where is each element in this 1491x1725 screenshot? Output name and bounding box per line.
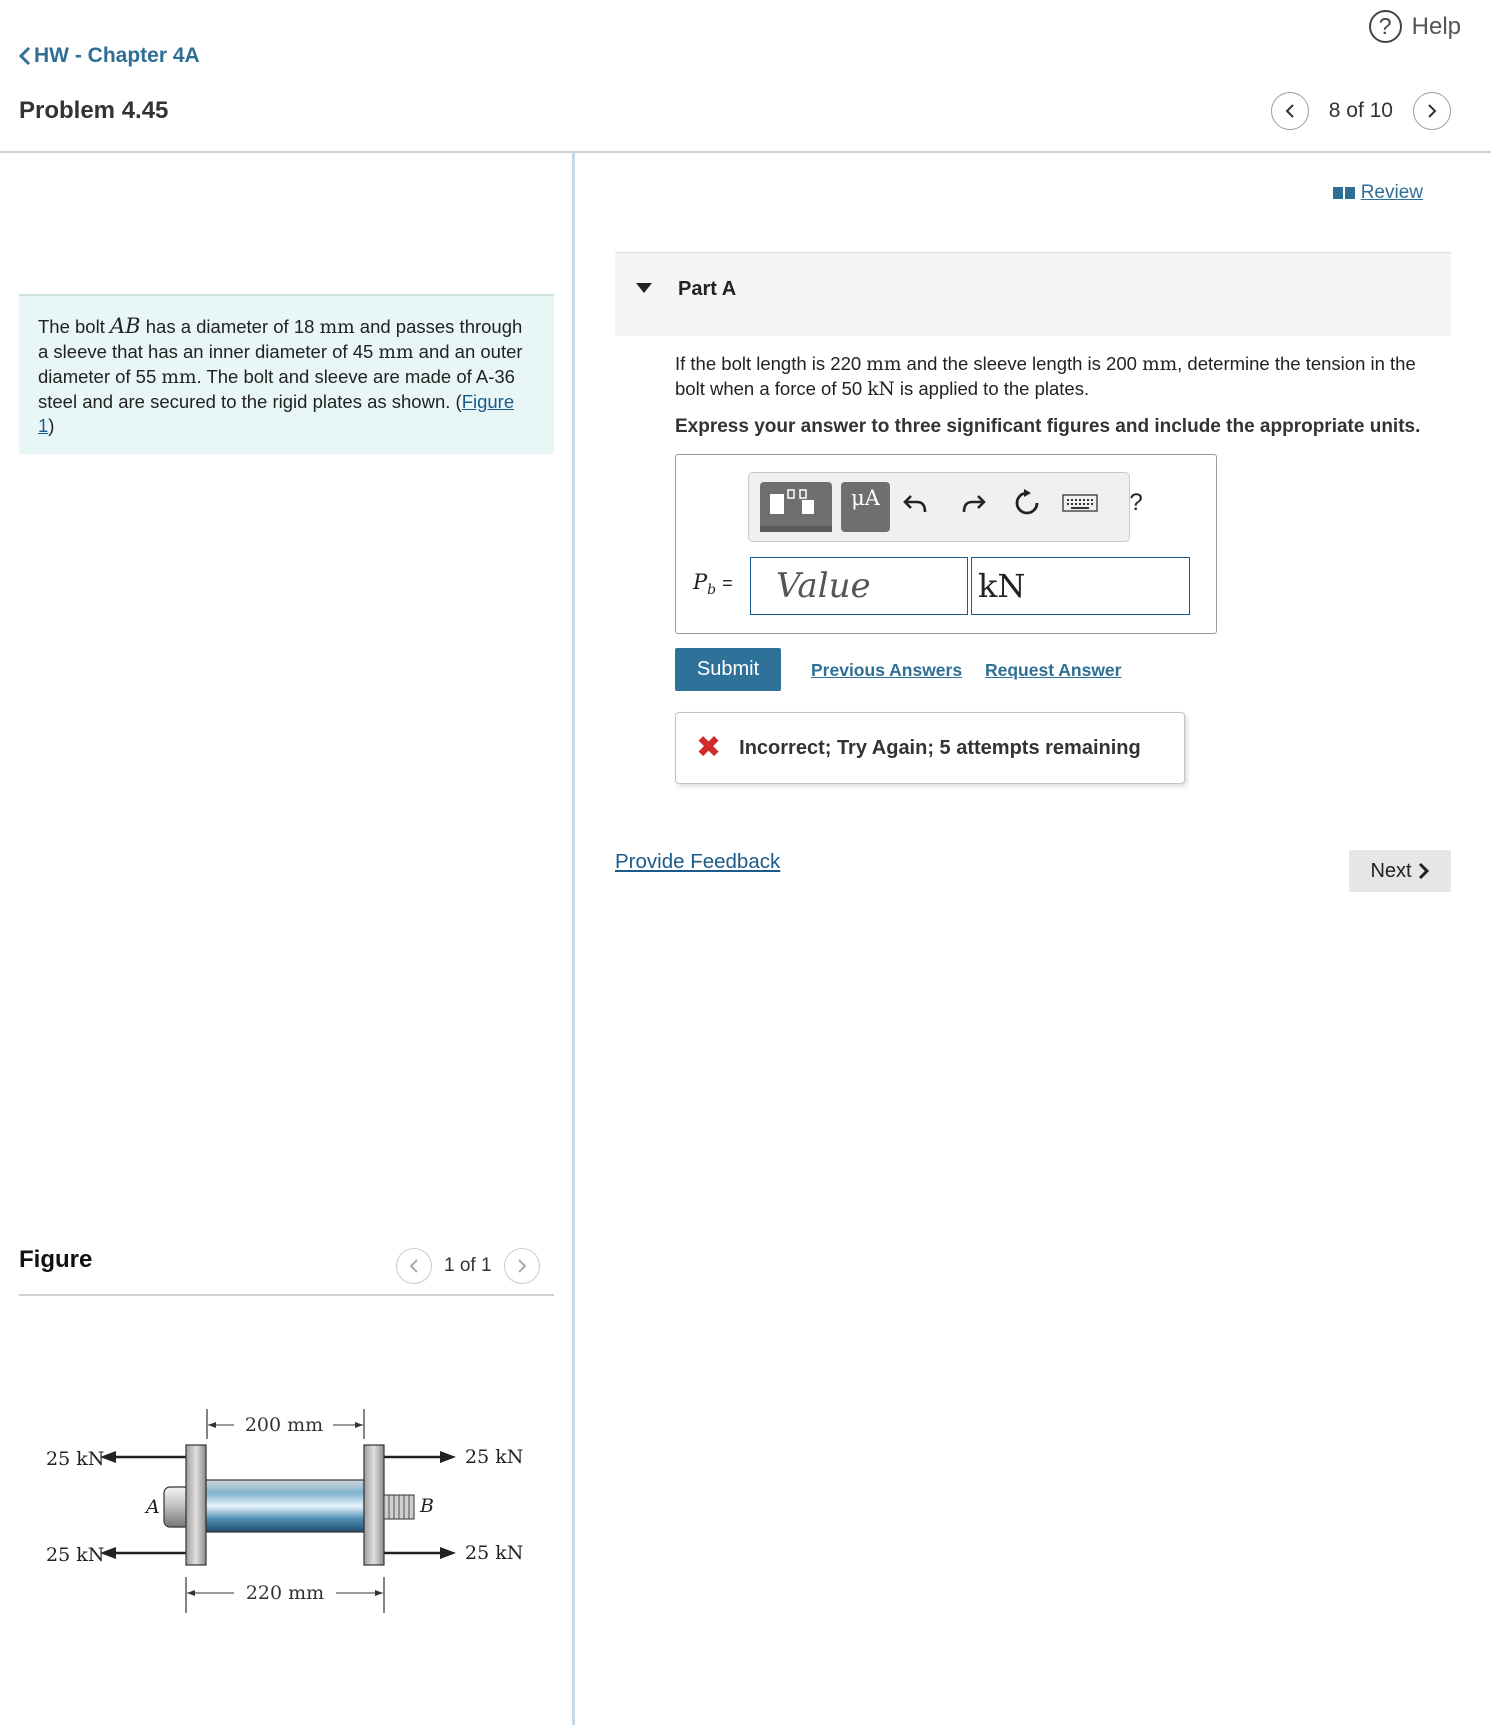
unit-input[interactable] xyxy=(971,557,1190,615)
dim-bottom-label: 220 mm xyxy=(245,1582,325,1604)
part-a-header[interactable] xyxy=(615,252,1451,336)
chevron-left-icon xyxy=(18,46,32,66)
figure-pager xyxy=(396,1248,540,1284)
toolbar-help-icon[interactable]: ? xyxy=(1129,489,1143,516)
figure-divider xyxy=(19,1294,554,1296)
math-unit: mm xyxy=(1142,354,1178,375)
reset-icon[interactable] xyxy=(1012,488,1042,518)
sleeve xyxy=(206,1480,364,1532)
problem-text: has a diameter of 18 xyxy=(140,316,320,337)
part-a-label: Part A xyxy=(678,278,737,300)
help-icon: ? xyxy=(1369,10,1402,43)
next-figure-button[interactable] xyxy=(504,1248,540,1284)
column-divider xyxy=(572,152,575,1725)
math-ab: AB xyxy=(110,314,141,338)
chevron-right-icon xyxy=(1418,862,1430,880)
units-button[interactable]: μA xyxy=(841,482,890,532)
bolt-sleeve-figure xyxy=(36,1395,536,1635)
problem-text: The bolt xyxy=(38,316,110,337)
variable-label xyxy=(693,570,733,598)
left-plate xyxy=(186,1445,206,1565)
value-input[interactable] xyxy=(750,557,968,615)
submit-button[interactable]: Submit xyxy=(675,648,781,691)
template-icon xyxy=(760,482,832,532)
help-label: Help xyxy=(1411,12,1461,40)
breadcrumb-back-link[interactable] xyxy=(18,44,200,68)
math-unit: kN xyxy=(867,379,895,400)
next-problem-button[interactable] xyxy=(1413,92,1451,130)
chevron-left-icon xyxy=(407,1258,421,1274)
help-link[interactable] xyxy=(1369,10,1461,43)
error-x-icon: ✖ xyxy=(696,731,722,764)
answer-instruction: Express your answer to three significant figures and include the appropriate units. xyxy=(675,416,1421,437)
figure-title: Figure xyxy=(19,1246,93,1273)
force-label-bl: 25 kN xyxy=(46,1544,105,1566)
request-answer-link[interactable]: Request Answer xyxy=(985,660,1122,680)
previous-figure-button[interactable] xyxy=(396,1248,432,1284)
question-text: If the bolt length is 220 xyxy=(675,353,867,374)
undo-icon[interactable] xyxy=(901,488,931,518)
feedback-text: Incorrect; Try Again; 5 attempts remaining xyxy=(739,736,1141,759)
feedback-message xyxy=(675,712,1185,784)
question-text: , determine the tension in the bolt when a force of 50 xyxy=(675,353,1416,399)
breadcrumb-label: HW - Chapter 4A xyxy=(34,44,200,67)
variable-subscript: b xyxy=(707,582,717,599)
collapse-triangle-icon[interactable] xyxy=(636,283,652,293)
provide-feedback-link[interactable]: Provide Feedback xyxy=(615,850,781,873)
math-unit: mm xyxy=(161,367,197,388)
point-a-label: A xyxy=(146,1496,160,1518)
next-label: Next xyxy=(1370,859,1412,882)
math-unit: mm xyxy=(319,317,355,338)
problem-statement xyxy=(19,294,554,454)
problem-text: ) xyxy=(48,415,55,436)
figure-link[interactable]: Figure 1 xyxy=(38,391,515,436)
right-plate xyxy=(364,1445,384,1565)
math-unit: mm xyxy=(866,354,902,375)
keyboard-icon[interactable] xyxy=(1062,488,1098,518)
dim-top-label: 200 mm xyxy=(244,1414,324,1436)
question-text: and the sleeve length is 200 xyxy=(901,353,1143,374)
problem-text: and an outer diameter of 55 xyxy=(38,341,523,387)
next-button[interactable] xyxy=(1349,850,1451,892)
previous-answers-link[interactable]: Previous Answers xyxy=(811,660,963,680)
problem-text: . The bolt and sleeve are made of A-36 steel and are secured to the rigid plates as shown. ( xyxy=(38,366,515,412)
point-b-label: B xyxy=(420,1495,434,1517)
chevron-left-icon xyxy=(1283,103,1297,119)
force-label-tr: 25 kN xyxy=(465,1446,524,1468)
figure-pager-text: 1 of 1 xyxy=(444,1255,492,1276)
problem-title: Problem 4.45 xyxy=(19,97,169,124)
part-a-question xyxy=(675,352,1445,402)
force-label-br: 25 kN xyxy=(465,1542,524,1564)
previous-problem-button[interactable] xyxy=(1271,92,1309,130)
problem-pager xyxy=(1271,92,1451,130)
problem-pager-text: 8 of 10 xyxy=(1328,99,1393,122)
book-icon xyxy=(1333,186,1355,200)
chevron-right-icon xyxy=(515,1258,529,1274)
problem-text: and passes through a sleeve that has an inner diameter of 45 xyxy=(38,316,523,362)
templates-button[interactable] xyxy=(760,482,832,532)
force-label-tl: 25 kN xyxy=(46,1448,105,1470)
review-link[interactable] xyxy=(1333,182,1423,204)
question-text: is applied to the plates. xyxy=(894,378,1090,399)
variable-main: P xyxy=(693,570,708,594)
review-label[interactable]: Review xyxy=(1360,182,1423,203)
equals-sign: = xyxy=(722,573,733,593)
chevron-right-icon xyxy=(1425,103,1439,119)
header-divider xyxy=(0,151,1491,153)
redo-icon[interactable] xyxy=(958,488,988,518)
math-unit: mm xyxy=(378,342,414,363)
